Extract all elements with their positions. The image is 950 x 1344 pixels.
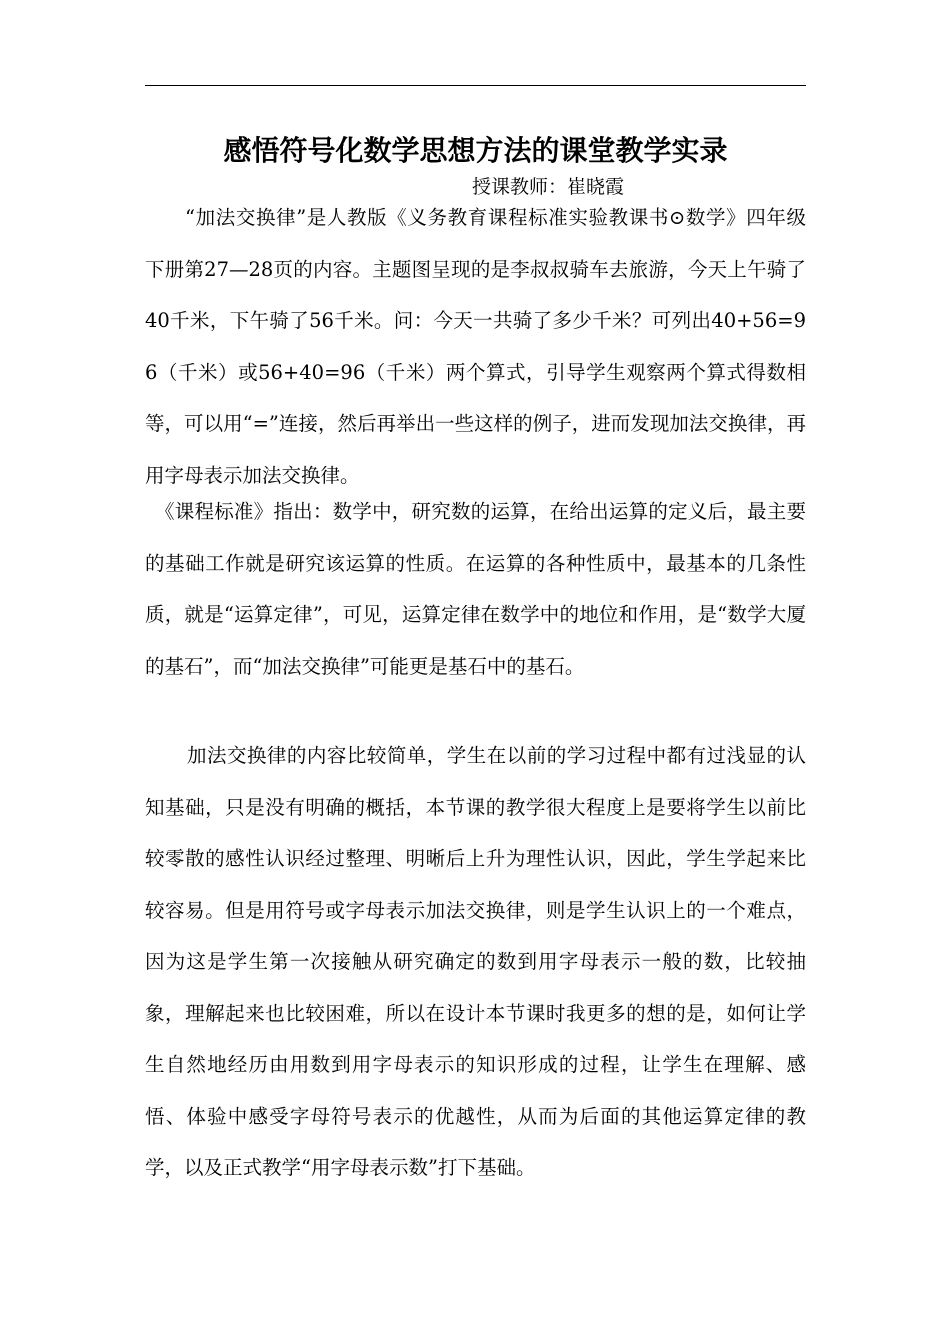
paragraph-1: “加法交换律”是人教版《义务教育课程标准实验教课书⊙数学》四年级下册第27—28页的内容。主题图呈现的是李叔叔骑车去旅游，今天上午骑了40千米，下午骑了56千米。问：今天一共骑了多少千米？可列出40+56=96（千米）或56+40=96（千米）两个算式，引导学生观察两个算式得数相等，可以用“=”连接，然后再举出一些这样的例子，进而发现加法交换律，再用字母表示加法交换律。 <box>145 206 806 487</box>
header-rule <box>145 85 806 86</box>
author-line: 授课教师：崔晓霞 <box>472 176 625 198</box>
document-title: 感悟符号化数学思想方法的课堂教学实录 <box>223 134 728 167</box>
paragraph-3: 加法交换律的内容比较简单，学生在以前的学习过程中都有过浅显的认知基础，只是没有明确的概括，本节课的教学很大程度上是要将学生以前比较零散的感性认识经过整理、明晰后上升为理性认识，因此，学生学起来比较容易。但是用符号或字母表示加法交换律，则是学生认识上的一个难点，因为这是学生第一次接触从研究确定的数到用字母表示一般的数，比较抽象，理解起来也比较困难，所以在设计本节课时我更多的想的是，如何让学生自然地经历由用数到用字母表示的知识形成的过程，让学生在理解、感悟、体验中感受字母符号表示的优越性，从而为后面的其他运算定律的教学，以及正式教学“用字母表示数”打下基础。 <box>145 744 806 1179</box>
paragraph-2: 《课程标准》指出：数学中，研究数的运算，在给出运算的定义后，最主要的基础工作就是研究该运算的性质。在运算的各种性质中，最基本的几条性质，就是“运算定律”，可见，运算定律在数学中的地位和作用，是“数学大厦的基石”，而“加法交换律”可能更是基石中的基石。 <box>145 500 806 678</box>
